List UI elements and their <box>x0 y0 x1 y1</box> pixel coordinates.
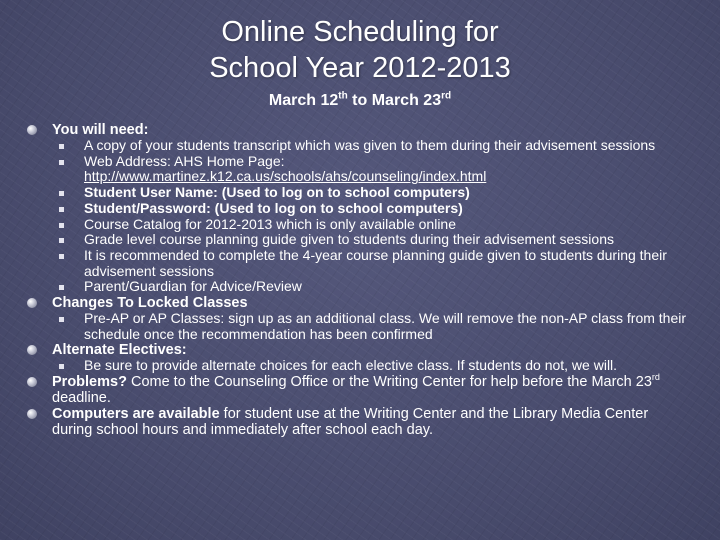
round-bullet-icon <box>27 377 37 387</box>
square-bullet-icon <box>59 191 64 196</box>
need-item-password: Student/Password: (Used to log on to school computers) <box>84 201 692 217</box>
section-heading-need: You will need: <box>52 122 692 138</box>
section-problems: Problems? Come to the Counseling Office or the Writing Center for help before the March 23rd deadline. <box>52 374 692 406</box>
round-bullet-icon <box>27 298 37 308</box>
slide-title <box>0 14 720 86</box>
need-item-planning-guide: Grade level course planning guide given to students during their advisement sessions <box>84 232 692 248</box>
alternate-item: Be sure to provide alternate choices for each elective class. If students do not, we will. <box>84 358 692 374</box>
subtitle-part-1: March 12 <box>268 92 339 109</box>
subtitle-sup-2: rd <box>441 90 452 102</box>
section-heading-alternate: Alternate Electives: <box>52 342 692 358</box>
slide-subtitle <box>0 92 720 110</box>
section-computers: Computers are available for student use at the Writing Center and the Library Media Center during school hours and immediately after school each day. <box>52 406 692 438</box>
square-bullet-icon <box>59 223 64 228</box>
square-bullet-icon <box>59 238 64 243</box>
square-bullet-icon <box>59 144 64 149</box>
section-heading-locked: Changes To Locked Classes <box>52 295 692 311</box>
round-bullet-icon <box>27 409 37 419</box>
need-item-course-catalog: Course Catalog for 2012-2013 which is only available online <box>84 217 692 233</box>
need-item-transcript: A copy of your students transcript which was given to them during their advisement sessions <box>84 138 692 154</box>
square-bullet-icon <box>59 285 64 290</box>
square-bullet-icon <box>59 207 64 212</box>
need-item-parent-guardian: Parent/Guardian for Advice/Review <box>84 279 692 295</box>
counseling-page-link[interactable]: http://www.martinez.k12.ca.us/schools/ahs/counseling/index.html <box>84 168 487 185</box>
square-bullet-icon <box>59 364 64 369</box>
round-bullet-icon <box>27 345 37 355</box>
locked-item-ap: Pre-AP or AP Classes: sign up as an additional class. We will remove the non-AP class from their schedule once the recommendation has been confirmed <box>84 311 692 342</box>
title-line-2: School Year 2012-2013 <box>209 52 511 84</box>
slide-content <box>52 122 692 438</box>
need-item-web-address: Web Address: AHS Home Page: http://www.martinez.k12.ca.us/schools/ahs/counseling/index.html <box>84 154 692 185</box>
square-bullet-icon <box>59 317 64 322</box>
square-bullet-icon <box>59 160 64 165</box>
subtitle-sup-1: th <box>338 90 348 102</box>
need-item-user-name: Student User Name: (Used to log on to school computers) <box>84 185 692 201</box>
round-bullet-icon <box>27 125 37 135</box>
title-line-1: Online Scheduling for <box>221 16 499 48</box>
need-item-four-year-plan: It is recommended to complete the 4-year course planning guide given to students during their advisement sessions <box>84 248 692 279</box>
square-bullet-icon <box>59 254 64 259</box>
subtitle-part-2: to March 23 <box>347 92 442 109</box>
